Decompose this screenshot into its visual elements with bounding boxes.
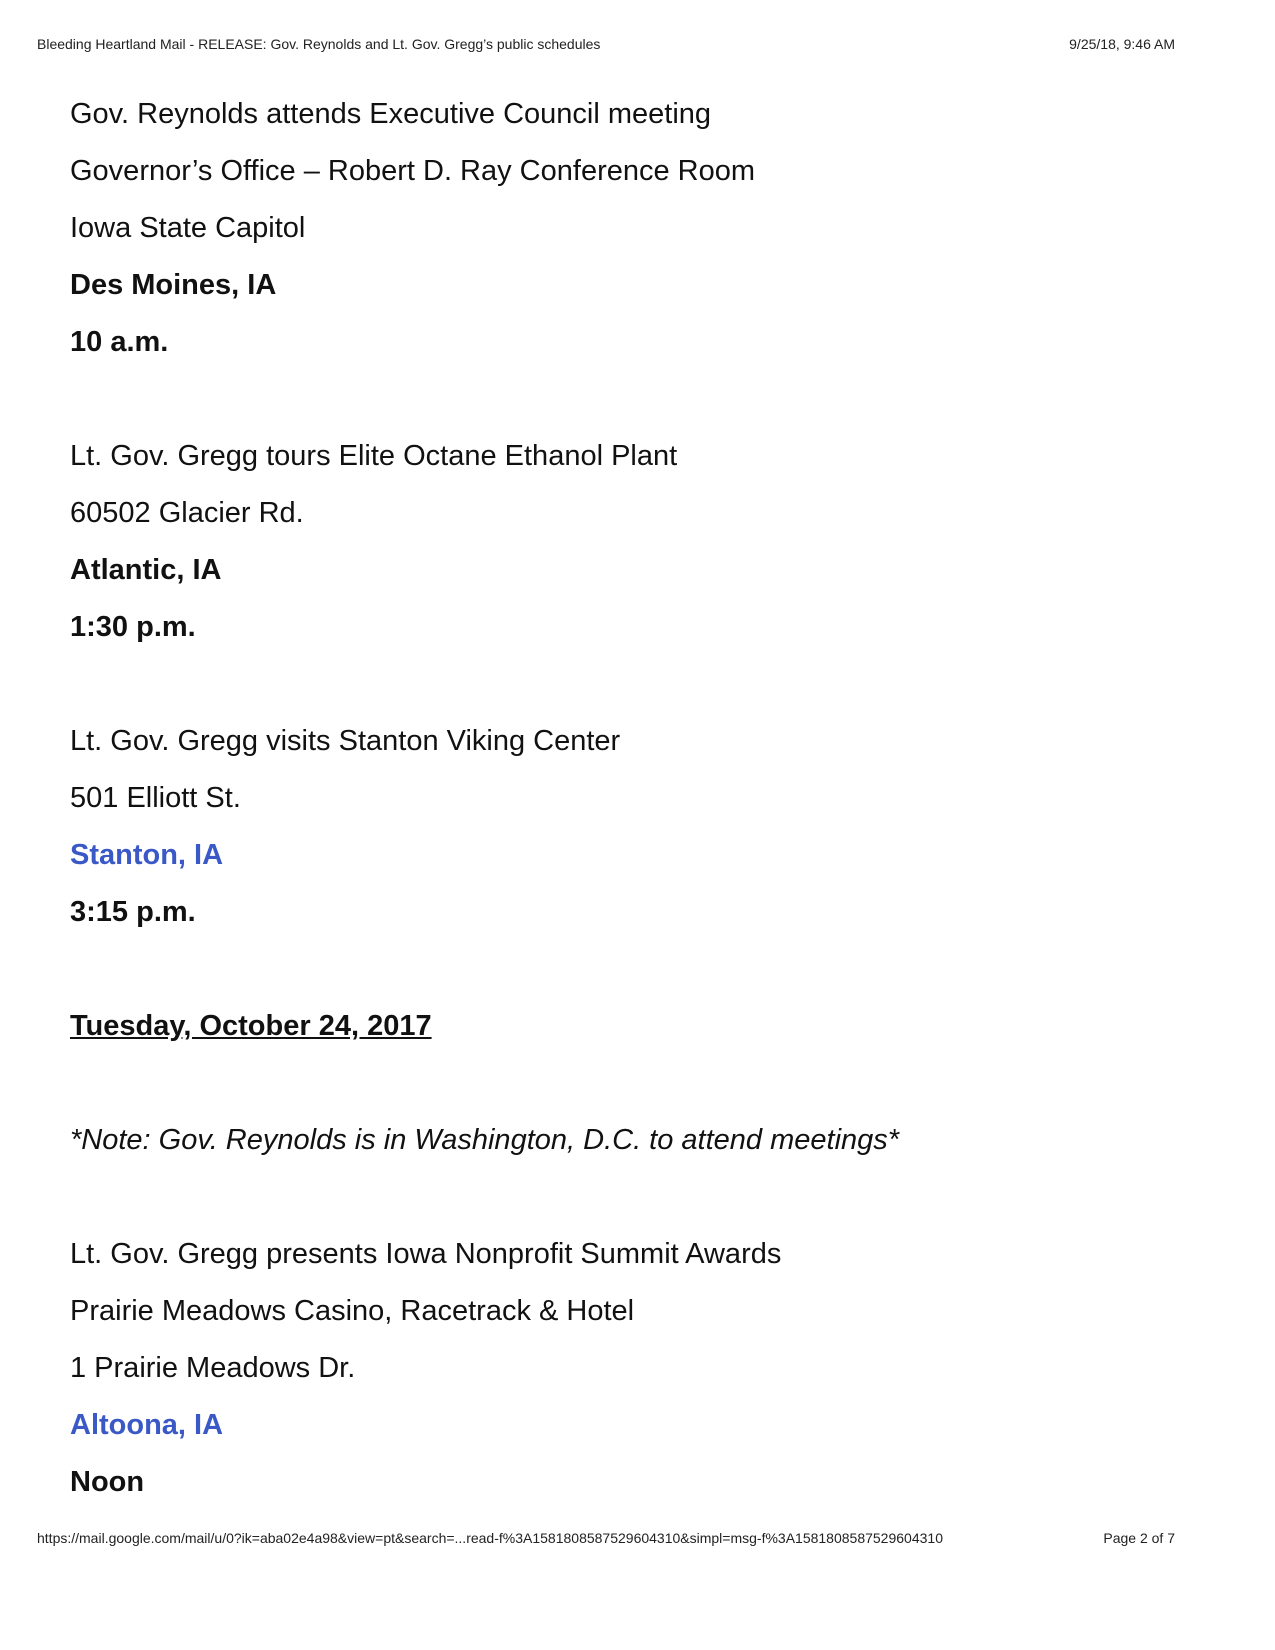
event-block	[70, 86, 1170, 371]
email-body	[70, 86, 1170, 1511]
event-address: Iowa State Capitol	[70, 212, 306, 244]
day-heading: Tuesday, October 24, 2017	[70, 1010, 432, 1042]
page-url: https://mail.google.com/mail/u/0?ik=aba02e4a98&view=pt&search=...read-f%3A1581808587529604310&simpl=msg-f%3A1581808587529604310	[37, 1530, 943, 1546]
event-venue: Prairie Meadows Casino, Racetrack & Hotel	[70, 1295, 635, 1327]
event-city: Atlantic, IA	[70, 554, 222, 586]
event-block	[70, 428, 1170, 656]
event-time: Noon	[70, 1466, 145, 1498]
event-block	[70, 1226, 1170, 1511]
event-title: Lt. Gov. Gregg visits Stanton Viking Center	[70, 725, 621, 757]
event-address: 501 Elliott St.	[70, 782, 241, 814]
event-address: 1 Prairie Meadows Dr.	[70, 1352, 356, 1384]
event-time: 10 a.m.	[70, 326, 169, 358]
event-address: 60502 Glacier Rd.	[70, 497, 304, 529]
event-city-link[interactable]: Altoona, IA	[70, 1409, 224, 1441]
print-header	[37, 36, 1175, 52]
page-number: Page 2 of 7	[1103, 1530, 1175, 1546]
event-city-link[interactable]: Stanton, IA	[70, 839, 224, 871]
print-footer	[37, 1530, 1175, 1546]
event-title: Gov. Reynolds attends Executive Council meeting	[70, 98, 712, 130]
event-block	[70, 713, 1170, 941]
schedule-note: *Note: Gov. Reynolds is in Washington, D.C. to attend meetings*	[70, 1124, 900, 1156]
event-time: 3:15 p.m.	[70, 896, 196, 928]
event-title: Lt. Gov. Gregg presents Iowa Nonprofit Summit Awards	[70, 1238, 782, 1270]
event-time: 1:30 p.m.	[70, 611, 196, 643]
event-city: Des Moines, IA	[70, 269, 277, 301]
event-venue: Governor’s Office – Robert D. Ray Conference Room	[70, 155, 756, 187]
email-subject: Bleeding Heartland Mail - RELEASE: Gov. Reynolds and Lt. Gov. Gregg’s public schedules	[37, 36, 601, 52]
event-title: Lt. Gov. Gregg tours Elite Octane Ethanol Plant	[70, 440, 678, 472]
print-timestamp: 9/25/18, 9:46 AM	[1069, 36, 1175, 52]
